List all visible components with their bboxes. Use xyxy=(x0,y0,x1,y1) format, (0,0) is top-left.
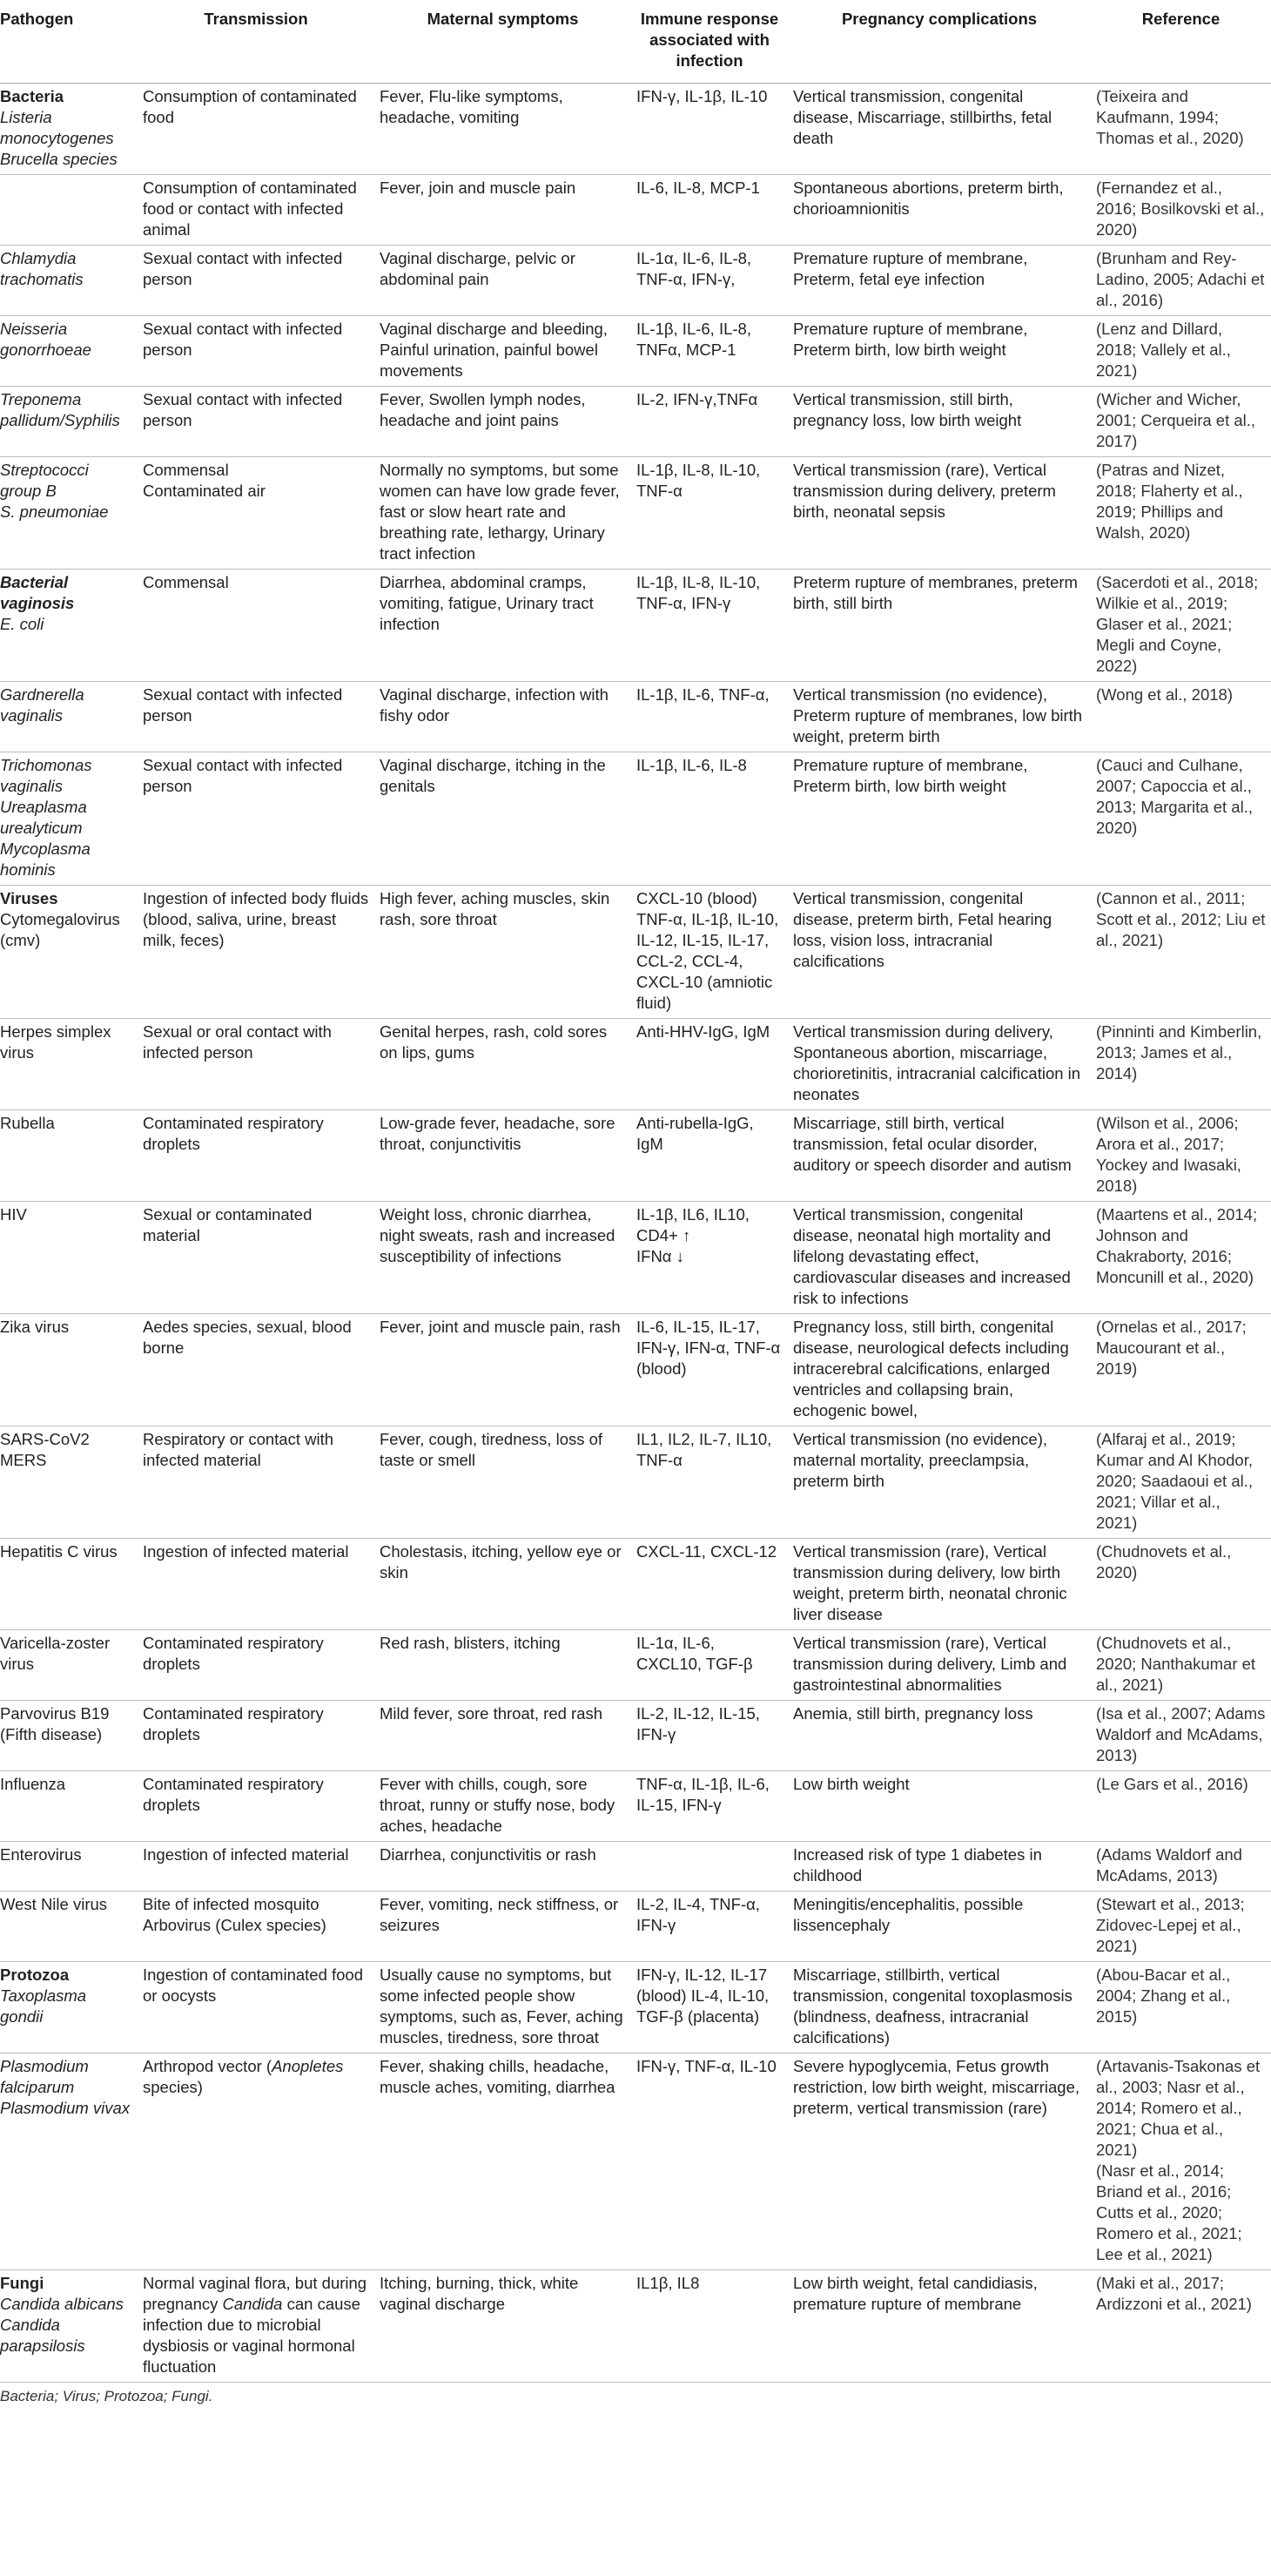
complications-cell: Spontaneous abortions, preterm birth, chorioamnionitis xyxy=(793,178,1064,218)
immune-text: IL-1β, IL-6, IL-8 xyxy=(636,755,747,774)
immune-cell xyxy=(631,2053,788,2269)
transmission-cell xyxy=(138,2269,374,2382)
immune-text: IL-2, IFN-γ,TNFα xyxy=(636,389,758,408)
immune-text: CXCL-11, CXCL-12 xyxy=(636,1541,777,1561)
table-row xyxy=(0,1109,1271,1201)
pathogen-cell xyxy=(0,1018,138,1109)
reference-text: (Chudnovets et al., 2020) xyxy=(1096,1541,1232,1581)
immune-text: IL-1α, IL-6, IL-8, TNF-α, IFN-γ, xyxy=(636,248,752,288)
pathogen-name: Streptococci group B xyxy=(0,460,89,500)
reference-cell xyxy=(1091,1961,1271,2053)
reference-cell xyxy=(1091,1841,1271,1891)
transmission-species: Candida xyxy=(222,2294,283,2313)
table-row xyxy=(0,1201,1271,1313)
reference-cell xyxy=(1091,2053,1271,2269)
pathogen-name: Plasmodium falciparum xyxy=(0,2056,89,2096)
transmission-text: Contaminated respiratory droplets xyxy=(143,1774,324,1814)
table-row xyxy=(0,315,1271,386)
immune-cell xyxy=(631,386,788,456)
reference-text: (Abou-Bacar et al., 2004; Zhang et al., 2015) xyxy=(1096,1965,1231,2026)
transmission-text: Sexual contact with infected person xyxy=(143,319,343,359)
reference-cell xyxy=(1091,1201,1271,1313)
immune-text: CXCL-10 (blood) TNF-α, IL-1β, IL-10, IL-12, IL-15, IL-17, CCL-2, CCL-4, CXCL-10 (amniotic fluid) xyxy=(636,888,779,1012)
immune-text: IL-6, IL-8, MCP-1 xyxy=(636,178,760,197)
reference-cell xyxy=(1091,315,1271,386)
header-symptoms: Maternal symptoms xyxy=(427,10,579,28)
symptoms-cell: Diarrhea, abdominal cramps, vomiting, fatigue, Urinary tract infection xyxy=(380,572,594,633)
pathogen-name: Hepatitis C virus xyxy=(0,1541,118,1561)
transmission-cell xyxy=(138,1538,374,1629)
transmission-cell xyxy=(138,681,374,752)
pathogen-name: Candida parapsilosis xyxy=(0,2315,85,2355)
immune-cell xyxy=(631,885,788,1018)
complications-cell: Vertical transmission (rare), Vertical transmission during delivery, Limb and gastrointestinal abnormalities xyxy=(793,1633,1067,1694)
symptoms-cell: Fever, join and muscle pain xyxy=(380,178,576,197)
symptoms-cell: Fever, Flu-like symptoms, headache, vomiting xyxy=(380,86,563,126)
table-row xyxy=(0,1538,1271,1629)
immune-cell xyxy=(631,83,788,174)
pathogen-name: Trichomonas vaginalis xyxy=(0,755,92,795)
pathogen-cell xyxy=(0,2269,138,2382)
symptoms-cell: Normally no symptoms, but some women can have low grade fever, fast or slow heart rate and breathing rate, lethargy, Urinary tract infection xyxy=(380,460,620,563)
symptoms-cell: Cholestasis, itching, yellow eye or skin xyxy=(380,1541,622,1581)
reference-text: (Le Gars et al., 2016) xyxy=(1096,1774,1248,1793)
pathogen-name: Treponema pallidum/Syphilis xyxy=(0,389,120,429)
reference-cell xyxy=(1091,752,1271,885)
transmission-cell xyxy=(138,885,374,1018)
immune-text: IL-6, IL-15, IL-17, IFN-γ, IFN-α, TNF-α (blood) xyxy=(636,1317,781,1378)
transmission-text: Normal vaginal flora, but during pregnancy xyxy=(143,2273,367,2313)
transmission-cell xyxy=(138,456,374,569)
symptoms-cell: Fever, vomiting, neck stiffness, or seizures xyxy=(380,1894,619,1934)
pathogen-name: Bacterial vaginosis xyxy=(0,572,75,612)
table-row xyxy=(0,174,1271,245)
reference-cell xyxy=(1091,1109,1271,1201)
complications-cell: Preterm rupture of membranes, preterm birth, still birth xyxy=(793,572,1078,612)
transmission-text: Consumption of contaminated food or contact with infected animal xyxy=(143,178,357,239)
pathogen-name: E. coli xyxy=(0,614,44,633)
symptoms-cell: Weight loss, chronic diarrhea, night sweats, rash and increased susceptibility of infections xyxy=(380,1204,615,1265)
pathogen-name: Parvovirus B19 (Fifth disease) xyxy=(0,1703,110,1743)
table-row xyxy=(0,456,1271,569)
transmission-text: Ingestion of infected material xyxy=(143,1844,349,1864)
reference-cell xyxy=(1091,83,1271,174)
transmission-text: Sexual contact with infected person xyxy=(143,248,343,288)
transmission-text: can cause infection due to microbial dysbiosis or vaginal hormonal fluctuation xyxy=(143,2294,360,2376)
pathogen-cell xyxy=(0,1313,138,1426)
transmission-cell xyxy=(138,752,374,885)
complications-cell: Severe hypoglycemia, Fetus growth restriction, low birth weight, miscarriage, preterm, vertical transmission (rare) xyxy=(793,2056,1079,2117)
table-body xyxy=(0,83,1271,2382)
pathogen-name: SARS-CoV2 xyxy=(0,1429,90,1448)
immune-text: IFN-γ, TNF-α, IL-10 xyxy=(636,2056,777,2075)
pathogen-group: Fungi xyxy=(0,2273,44,2292)
complications-cell: Vertical transmission (rare), Vertical transmission during delivery, preterm birth, neonatal sepsis xyxy=(793,460,1056,521)
pathogen-name: Candida albicans xyxy=(0,2294,124,2313)
complications-cell: Miscarriage, stillbirth, vertical transmission, congenital toxoplasmosis (blindness, deafness, intracranial calcifications) xyxy=(793,1965,1073,2047)
transmission-cell xyxy=(138,1891,374,1961)
reference-text: (Chudnovets et al., 2020; Nanthakumar et al., 2021) xyxy=(1096,1633,1256,1694)
transmission-cell xyxy=(138,1426,374,1538)
table-row xyxy=(0,245,1271,315)
transmission-text: Sexual contact with infected person xyxy=(143,389,343,429)
symptoms-cell: Vaginal discharge, itching in the genitals xyxy=(380,755,606,795)
transmission-text: Contaminated respiratory droplets xyxy=(143,1113,324,1153)
reference-text: (Wilson et al., 2006; Arora et al., 2017; Yockey and Iwasaki, 2018) xyxy=(1096,1113,1241,1195)
immune-text: IL-1β, IL-8, IL-10, TNF-α, IFN-γ xyxy=(636,572,761,612)
transmission-text: Contaminated air xyxy=(143,481,266,500)
pathogen-name: Gardnerella vaginalis xyxy=(0,684,84,725)
table-footnote: Bacteria; Virus; Protozoa; Fungi. xyxy=(0,2387,213,2404)
complications-cell: Vertical transmission during delivery, Spontaneous abortion, miscarriage, chorioretinitis, intracranial calcification in neonates xyxy=(793,1022,1081,1103)
pathogen-name: Herpes simplex virus xyxy=(0,1022,111,1062)
pathogen-name: Varicella-zoster virus xyxy=(0,1633,111,1673)
transmission-cell xyxy=(138,1961,374,2053)
transmission-cell xyxy=(138,245,374,315)
pathogen-name: MERS xyxy=(0,1450,47,1469)
pathogen-name: S. pneumoniae xyxy=(0,502,109,521)
pathogen-cell xyxy=(0,1538,138,1629)
reference-text: (Alfaraj et al., 2019; Kumar and Al Khodor, 2020; Saadaoui et al., 2021; Villar et al., 2021) xyxy=(1096,1429,1254,1532)
immune-text: IFNα ↓ xyxy=(636,1246,684,1265)
complications-cell: Vertical transmission (rare), Vertical transmission during delivery, low birth weight, preterm birth, neonatal chronic liver disease xyxy=(793,1541,1067,1623)
symptoms-cell: Fever, shaking chills, headache, muscle aches, vomiting, diarrhea xyxy=(380,2056,615,2096)
pathogen-group: Viruses xyxy=(0,888,58,907)
transmission-cell xyxy=(138,1018,374,1109)
reference-cell xyxy=(1091,174,1271,245)
symptoms-cell: Fever with chills, cough, sore throat, runny or stuffy nose, body aches, headache xyxy=(380,1774,615,1835)
table-row xyxy=(0,681,1271,752)
table-row xyxy=(0,1961,1271,2053)
immune-text: IFN-γ, IL-1β, IL-10 xyxy=(636,86,768,105)
reference-text: (Cannon et al., 2011; Scott et al., 2012; Liu et al., 2021) xyxy=(1096,888,1266,949)
reference-cell xyxy=(1091,2269,1271,2382)
table-row xyxy=(0,1629,1271,1700)
transmission-text: Contaminated respiratory droplets xyxy=(143,1703,324,1743)
pathogen-cell xyxy=(0,569,138,681)
pathogen-name: Ureaplasma urealyticum xyxy=(0,797,87,837)
reference-text: (Pinninti and Kimberlin, 2013; James et al., 2014) xyxy=(1096,1022,1262,1082)
complications-cell: Vertical transmission, still birth, pregnancy loss, low birth weight xyxy=(793,389,1022,429)
pathogen-cell xyxy=(0,752,138,885)
pathogen-cell xyxy=(0,315,138,386)
immune-cell xyxy=(631,1629,788,1700)
symptoms-cell: Vaginal discharge and bleeding, Painful urination, painful bowel movements xyxy=(380,319,608,380)
transmission-text: Ingestion of contaminated food or oocysts xyxy=(143,1965,364,2005)
transmission-text: species) xyxy=(143,2077,203,2096)
complications-cell: Increased risk of type 1 diabetes in childhood xyxy=(793,1844,1042,1885)
reference-text: (Adams Waldorf and McAdams, 2013) xyxy=(1096,1844,1242,1885)
immune-text: IL-1α, IL-6, CXCL10, TGF-β xyxy=(636,1633,753,1673)
immune-cell xyxy=(631,456,788,569)
transmission-cell xyxy=(138,83,374,174)
transmission-text: Commensal xyxy=(143,572,229,591)
table-row xyxy=(0,386,1271,456)
immune-cell xyxy=(631,1538,788,1629)
transmission-text: Sexual contact with infected person xyxy=(143,684,343,725)
pathogen-cell xyxy=(0,1201,138,1313)
immune-cell xyxy=(631,569,788,681)
immune-text: IL-2, IL-12, IL-15, IFN-γ xyxy=(636,1703,760,1743)
immune-cell xyxy=(631,752,788,885)
complications-cell: Vertical transmission, congenital disease, Miscarriage, stillbirths, fetal death xyxy=(793,86,1052,147)
complications-cell: Vertical transmission, congenital disease, preterm birth, Fetal hearing loss, vision loss, intracranial calcifications xyxy=(793,888,1052,970)
transmission-text: Sexual or oral contact with infected person xyxy=(143,1022,332,1062)
transmission-cell xyxy=(138,1841,374,1891)
complications-cell: Meningitis/encephalitis, possible lissencephaly xyxy=(793,1894,1024,1934)
reference-cell xyxy=(1091,245,1271,315)
pathogen-name: Mycoplasma hominis xyxy=(0,839,91,879)
pathogen-name: Influenza xyxy=(0,1774,66,1793)
symptoms-cell: Red rash, blisters, itching xyxy=(380,1633,561,1652)
pathogen-name: Rubella xyxy=(0,1113,55,1132)
reference-cell xyxy=(1091,1313,1271,1426)
reference-cell xyxy=(1091,1018,1271,1109)
transmission-text: Aedes species, sexual, blood borne xyxy=(143,1317,352,1357)
transmission-cell xyxy=(138,315,374,386)
immune-cell xyxy=(631,1313,788,1426)
header-row xyxy=(0,0,1271,83)
table-row xyxy=(0,1770,1271,1841)
immune-cell xyxy=(631,1201,788,1313)
header-transmission: Transmission xyxy=(204,10,308,28)
reference-cell xyxy=(1091,1770,1271,1841)
immune-text: IL-1β, IL-6, IL-8, TNFα, MCP-1 xyxy=(636,319,751,359)
table-row xyxy=(0,1841,1271,1891)
complications-cell: Low birth weight, fetal candidiasis, premature rupture of membrane xyxy=(793,2273,1038,2313)
pathogen-cell xyxy=(0,1426,138,1538)
pathogen-name: Chlamydia trachomatis xyxy=(0,248,84,288)
pathogen-cell xyxy=(0,1841,138,1891)
table-row xyxy=(0,83,1271,174)
symptoms-cell: Diarrhea, conjunctivitis or rash xyxy=(380,1844,596,1864)
symptoms-cell: Fever, joint and muscle pain, rash xyxy=(380,1317,621,1336)
immune-cell xyxy=(631,681,788,752)
table-row xyxy=(0,1700,1271,1770)
pathogen-group: Protozoa xyxy=(0,1965,70,1984)
symptoms-cell: Mild fever, sore throat, red rash xyxy=(380,1703,603,1723)
table-row xyxy=(0,2269,1271,2382)
pathogen-name: Listeria monocytogenes xyxy=(0,107,114,147)
transmission-text: Sexual or contaminated material xyxy=(143,1204,313,1244)
reference-cell xyxy=(1091,386,1271,456)
reference-text: (Wicher and Wicher, 2001; Cerqueira et al., 2017) xyxy=(1096,389,1256,450)
pathogen-cell xyxy=(0,1770,138,1841)
pathogen-cell xyxy=(0,681,138,752)
transmission-text: Arthropod vector ( xyxy=(143,2056,272,2075)
table-row xyxy=(0,1018,1271,1109)
symptoms-cell: Itching, burning, thick, white vaginal discharge xyxy=(380,2273,579,2313)
reference-text: (Brunham and Rey-Ladino, 2005; Adachi et al., 2016) xyxy=(1096,248,1265,309)
header-pathogen: Pathogen xyxy=(0,10,74,28)
reference-text: (Ornelas et al., 2017; Maucourant et al., 2019) xyxy=(1096,1317,1247,1378)
immune-text: Anti-HHV-IgG, IgM xyxy=(636,1022,770,1041)
immune-text: IL-2, IL-4, TNF-α, IFN-γ xyxy=(636,1894,760,1934)
immune-text: IL-1β, IL-8, IL-10, TNF-α xyxy=(636,460,761,500)
transmission-text: Bite of infected mosquito Arbovirus (Culex species) xyxy=(143,1894,326,1934)
table-row xyxy=(0,1426,1271,1538)
immune-cell xyxy=(631,1018,788,1109)
immune-text: IL1, IL2, IL-7, IL10, TNF-α xyxy=(636,1429,772,1469)
immune-cell xyxy=(631,1961,788,2053)
immune-cell xyxy=(631,1841,788,1891)
reference-text: (Sacerdoti et al., 2018; Wilkie et al., 2019; Glaser et al., 2021; Megli and Coyne, 2022) xyxy=(1096,572,1259,675)
transmission-text: Consumption of contaminated food xyxy=(143,86,357,126)
immune-cell xyxy=(631,2269,788,2382)
reference-text: (Artavanis-Tsakonas et al., 2003; Nasr et al., 2014; Romero et al., 2021; Chua et al., 2021) xyxy=(1096,2056,1261,2159)
table-row xyxy=(0,569,1271,681)
symptoms-cell: Fever, Swollen lymph nodes, headache and joint pains xyxy=(380,389,586,429)
immune-cell xyxy=(631,1891,788,1961)
complications-cell: Anemia, still birth, pregnancy loss xyxy=(793,1703,1033,1723)
transmission-text: Respiratory or contact with infected material xyxy=(143,1429,334,1469)
immune-cell xyxy=(631,1700,788,1770)
immune-text: IL-1β, IL-6, TNF-α, xyxy=(636,684,770,704)
reference-text: (Isa et al., 2007; Adams Waldorf and McAdams, 2013) xyxy=(1096,1703,1266,1764)
pathogen-cell xyxy=(0,245,138,315)
pathogen-name: Zika virus xyxy=(0,1317,70,1336)
pathogen-name: Enterovirus xyxy=(0,1844,82,1864)
symptoms-cell: Vaginal discharge, pelvic or abdominal pain xyxy=(380,248,575,288)
pathogen-name: Brucella species xyxy=(0,149,118,168)
complications-cell: Low birth weight xyxy=(793,1774,910,1793)
pathogen-cell xyxy=(0,1629,138,1700)
symptoms-cell: High fever, aching muscles, skin rash, sore throat xyxy=(380,888,610,928)
reference-text: (Nasr et al., 2014; Briand et al., 2016; Cutts et al., 2020; Romero et al., 2021; Lee et al., 2021) xyxy=(1096,2161,1242,2263)
immune-text: IFN-γ, IL-12, IL-17 (blood) IL-4, IL-10, TGF-β (placenta) xyxy=(636,1965,770,2026)
immune-cell xyxy=(631,1770,788,1841)
immune-text: IL-1β, IL6, IL10, CD4+ ↑ xyxy=(636,1204,750,1244)
table-row xyxy=(0,885,1271,1018)
reference-cell xyxy=(1091,681,1271,752)
reference-text: (Cauci and Culhane, 2007; Capoccia et al., 2013; Margarita et al., 2020) xyxy=(1096,755,1253,837)
reference-cell xyxy=(1091,1700,1271,1770)
table-row xyxy=(0,752,1271,885)
reference-text: (Patras and Nizet, 2018; Flaherty et al., 2019; Phillips and Walsh, 2020) xyxy=(1096,460,1243,542)
header-reference: Reference xyxy=(1141,10,1221,28)
reference-cell xyxy=(1091,569,1271,681)
reference-cell xyxy=(1091,1891,1271,1961)
complications-cell: Vertical transmission, congenital disease, neonatal high mortality and lifelong devastating effect, cardiovascular diseases and increased risk to infections xyxy=(793,1204,1071,1307)
pathogen-name: Plasmodium vivax xyxy=(0,2098,131,2117)
pathogen-name: Neisseria gonorrhoeae xyxy=(0,319,91,359)
symptoms-cell: Vaginal discharge, infection with fishy odor xyxy=(380,684,609,725)
transmission-cell xyxy=(138,1201,374,1313)
complications-cell: Premature rupture of membrane, Preterm birth, low birth weight xyxy=(793,319,1028,359)
symptoms-cell: Usually cause no symptoms, but some infected people show symptoms, such as, Fever, aching muscles, tiredness, sore throat xyxy=(380,1965,623,2047)
transmission-cell xyxy=(138,1770,374,1841)
table-row xyxy=(0,1313,1271,1426)
immune-cell xyxy=(631,1109,788,1201)
complications-cell: Vertical transmission (no evidence), Preterm rupture of membranes, low birth weight, preterm birth xyxy=(793,684,1083,745)
table-row xyxy=(0,2053,1271,2269)
transmission-text: Ingestion of infected material xyxy=(143,1541,349,1561)
pathogen-name: Cytomegalovirus (cmv) xyxy=(0,909,120,949)
transmission-cell xyxy=(138,1629,374,1700)
pathogen-cell xyxy=(0,1961,138,2053)
reference-cell xyxy=(1091,885,1271,1018)
complications-cell: Premature rupture of membrane, Preterm, fetal eye infection xyxy=(793,248,1028,288)
reference-text: (Lenz and Dillard, 2018; Vallely et al., 2021) xyxy=(1096,319,1231,380)
pathogen-cell xyxy=(0,1700,138,1770)
transmission-species: Anopletes xyxy=(272,2056,344,2075)
pathogen-name: HIV xyxy=(0,1204,27,1224)
complications-cell: Pregnancy loss, still birth, congenital disease, neurological defects including intracerebral calcifications, enlarged ventricles and collapsing brain, echogenic bowel, xyxy=(793,1317,1069,1419)
reference-cell xyxy=(1091,1426,1271,1538)
pathogen-cell xyxy=(0,174,138,245)
reference-text: (Maki et al., 2017; Ardizzoni et al., 2021) xyxy=(1096,2273,1252,2313)
pathogen-cell xyxy=(0,83,138,174)
reference-text: (Stewart et al., 2013; Zidovec-Lepej et al., 2021) xyxy=(1096,1894,1245,1955)
transmission-cell xyxy=(138,174,374,245)
pathogen-name: Taxoplasma gondii xyxy=(0,1986,87,2026)
header-complications: Pregnancy complications xyxy=(841,10,1038,28)
pathogen-cell xyxy=(0,1891,138,1961)
pathogen-group: Bacteria xyxy=(0,86,64,105)
complications-cell: Vertical transmission (no evidence), maternal mortality, preeclampsia, preterm birth xyxy=(793,1429,1048,1490)
symptoms-cell: Low-grade fever, headache, sore throat, conjunctivitis xyxy=(380,1113,615,1153)
reference-cell xyxy=(1091,1629,1271,1700)
immune-text: Anti-rubella-IgG, IgM xyxy=(636,1113,754,1153)
immune-cell xyxy=(631,1426,788,1538)
transmission-cell xyxy=(138,386,374,456)
symptoms-cell: Fever, cough, tiredness, loss of taste or smell xyxy=(380,1429,603,1469)
reference-text: (Teixeira and Kaufmann, 1994; Thomas et al., 2020) xyxy=(1096,86,1244,147)
transmission-text: Ingestion of infected body fluids (blood, saliva, urine, breast milk, feces) xyxy=(143,888,369,949)
complications-cell: Miscarriage, still birth, vertical transmission, fetal ocular disorder, auditory or speech disorder and autism xyxy=(793,1113,1072,1174)
reference-text: (Maartens et al., 2014; Johnson and Chakraborty, 2016; Moncunill et al., 2020) xyxy=(1096,1204,1258,1286)
reference-cell xyxy=(1091,456,1271,569)
transmission-text: Sexual contact with infected person xyxy=(143,755,343,795)
transmission-text: Contaminated respiratory droplets xyxy=(143,1633,324,1673)
pathogen-name: West Nile virus xyxy=(0,1894,108,1913)
reference-text: (Fernandez et al., 2016; Bosilkovski et al., 2020) xyxy=(1096,178,1265,239)
immune-text: IL1β, IL8 xyxy=(636,2273,700,2292)
pathogen-cell xyxy=(0,386,138,456)
immune-cell xyxy=(631,174,788,245)
table-row xyxy=(0,1891,1271,1961)
transmission-cell xyxy=(138,1109,374,1201)
pathogen-cell xyxy=(0,1109,138,1201)
pathogen-cell xyxy=(0,456,138,569)
immune-cell xyxy=(631,315,788,386)
transmission-cell xyxy=(138,569,374,681)
immune-text: TNF-α, IL-1β, IL-6, IL-15, IFN-γ xyxy=(636,1774,770,1814)
transmission-cell xyxy=(138,1700,374,1770)
pathogen-cell xyxy=(0,885,138,1018)
symptoms-cell: Genital herpes, rash, cold sores on lips, gums xyxy=(380,1022,608,1062)
reference-text: (Wong et al., 2018) xyxy=(1096,684,1233,704)
pathogen-cell xyxy=(0,2053,138,2269)
transmission-cell xyxy=(138,2053,374,2269)
complications-cell: Premature rupture of membrane, Preterm birth, low birth weight xyxy=(793,755,1028,795)
header-immune: Immune response associated with infection xyxy=(640,10,779,70)
immune-cell xyxy=(631,245,788,315)
transmission-text: Commensal xyxy=(143,460,229,479)
reference-cell xyxy=(1091,1538,1271,1629)
transmission-cell xyxy=(138,1313,374,1426)
